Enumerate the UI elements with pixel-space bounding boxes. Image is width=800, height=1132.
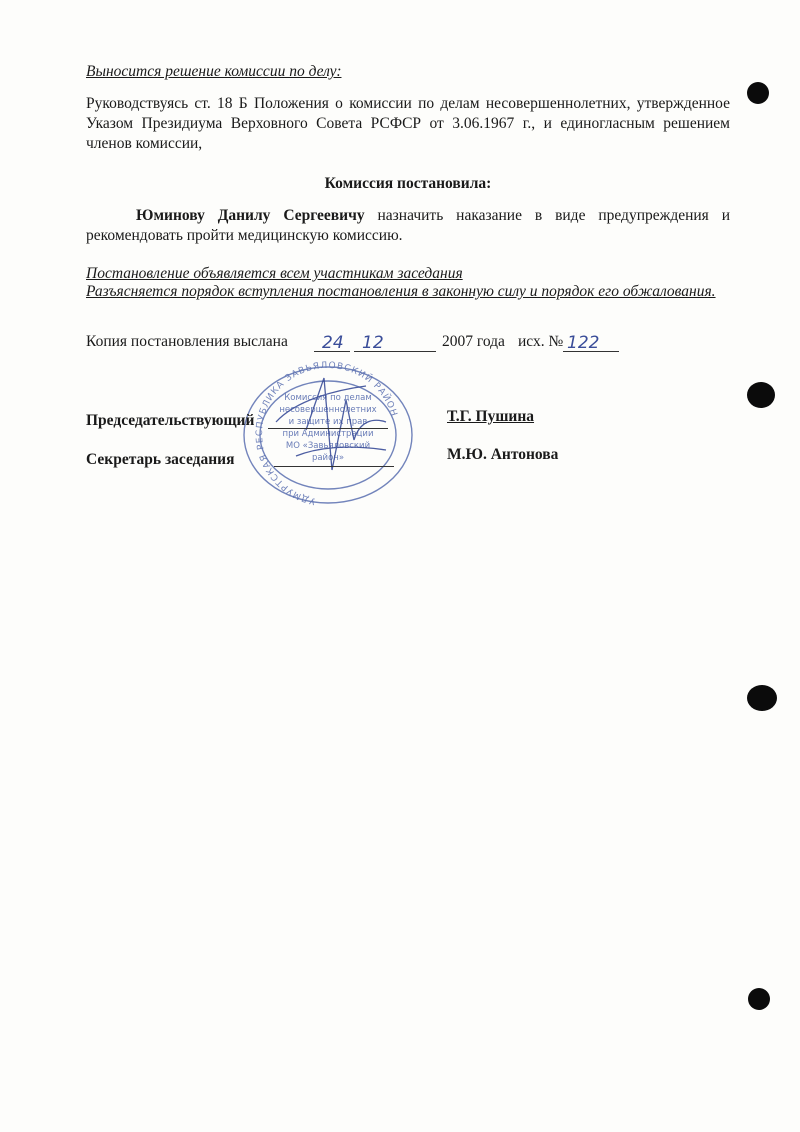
stamp-ring-text: УДМУРТСКАЯ РЕСПУБЛИКА ЗАВЬЯЛОВСКИЙ РАЙОН [254,360,399,506]
resolved-title: Комиссия постановила: [324,175,492,192]
secretary-label: Секретарь заседания [86,451,235,468]
copy-label: Копия постановления выслана [86,333,288,350]
chair-label: Председательствующий [86,412,255,429]
announcement-line: Постановление объявляется всем участникам заседания [86,265,463,282]
offender-name: Юминову Данилу Сергеевичу [136,207,365,224]
stamp-line-2: несовершеннолетних [279,405,377,415]
chair-signature-line [268,428,388,429]
punch-hole [747,82,769,104]
punch-hole [748,988,770,1010]
stamp-line-6: район» [311,453,345,463]
month-field [354,333,436,352]
punch-hole [747,685,777,711]
day-value: 24 [322,333,344,353]
day-field [314,333,350,352]
stamp-line-3: и защите их прав [288,417,368,427]
stamp-line-5: МО «Завьяловский [285,441,371,451]
punch-hole [747,382,775,408]
decision-paragraph [86,206,730,246]
stamp-line-1: Комиссия по делам [284,393,372,403]
ref-value: 122 [567,333,600,353]
official-stamp [236,360,420,510]
copy-sent-line [86,333,646,355]
stamp-line-4: при Администрации [282,429,374,439]
secretary-signature-line [274,466,394,467]
month-value: 12 [362,333,384,353]
legal-basis-paragraph: Руководствуясь ст. 18 Б Положения о комиссии по делам несовершеннолетних, утвержденное Указом Президиума Верховного Совета РСФСР от 3.06.1967 г., и единогласным решением членов комиссии, [86,95,730,152]
secretary-name: М.Ю. Антонова [447,446,559,463]
ref-field [563,333,619,352]
ref-label: исх. № [518,333,564,350]
chair-name: Т.Г. Пушина [447,408,535,425]
explanation-line: Разъясняется порядок вступления постановления в законную силу и порядок его обжалования. [86,283,716,300]
year-text: 2007 года [442,333,505,350]
decision-heading: Выносится решение комиссии по делу: [86,63,342,80]
decision-text: назначить наказание в виде предупреждения и рекомендовать пройти медицинскую комиссию. [86,207,730,244]
